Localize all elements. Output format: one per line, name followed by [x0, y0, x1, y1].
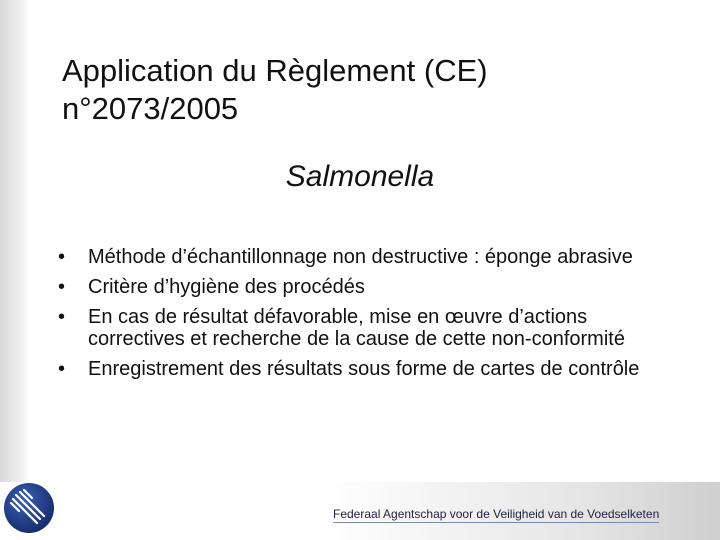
- footer-agency-name: Federaal Agentschap voor de Veiligheid van de Voedselketen: [333, 507, 660, 521]
- bullet-icon: •: [58, 306, 66, 328]
- bullet-item: [58, 306, 678, 350]
- bullet-text: En cas de résultat défavorable, mise en œuvre d’actions correctives et recherche de la cause de cette non-conformité: [88, 306, 625, 350]
- bullet-list: [58, 246, 678, 388]
- slide-subtitle: Salmonella: [285, 160, 435, 193]
- bullet-item: [58, 246, 678, 268]
- left-decorative-band: [0, 0, 30, 540]
- slide-title: Application du Règlement (CE) n°2073/2005: [62, 53, 488, 126]
- bullet-icon: •: [58, 276, 66, 298]
- bullet-icon: •: [58, 358, 66, 380]
- bullet-text: Critère d’hygiène des procédés: [88, 276, 365, 298]
- bullet-item: [58, 358, 678, 380]
- bullet-text: Méthode d’échantillonnage non destructive : éponge abrasive: [88, 246, 633, 268]
- fork-knife-logo-icon: [2, 481, 56, 535]
- bullet-icon: •: [58, 246, 66, 268]
- bullet-item: [58, 276, 678, 298]
- bullet-text: Enregistrement des résultats sous forme de cartes de contrôle: [88, 358, 640, 380]
